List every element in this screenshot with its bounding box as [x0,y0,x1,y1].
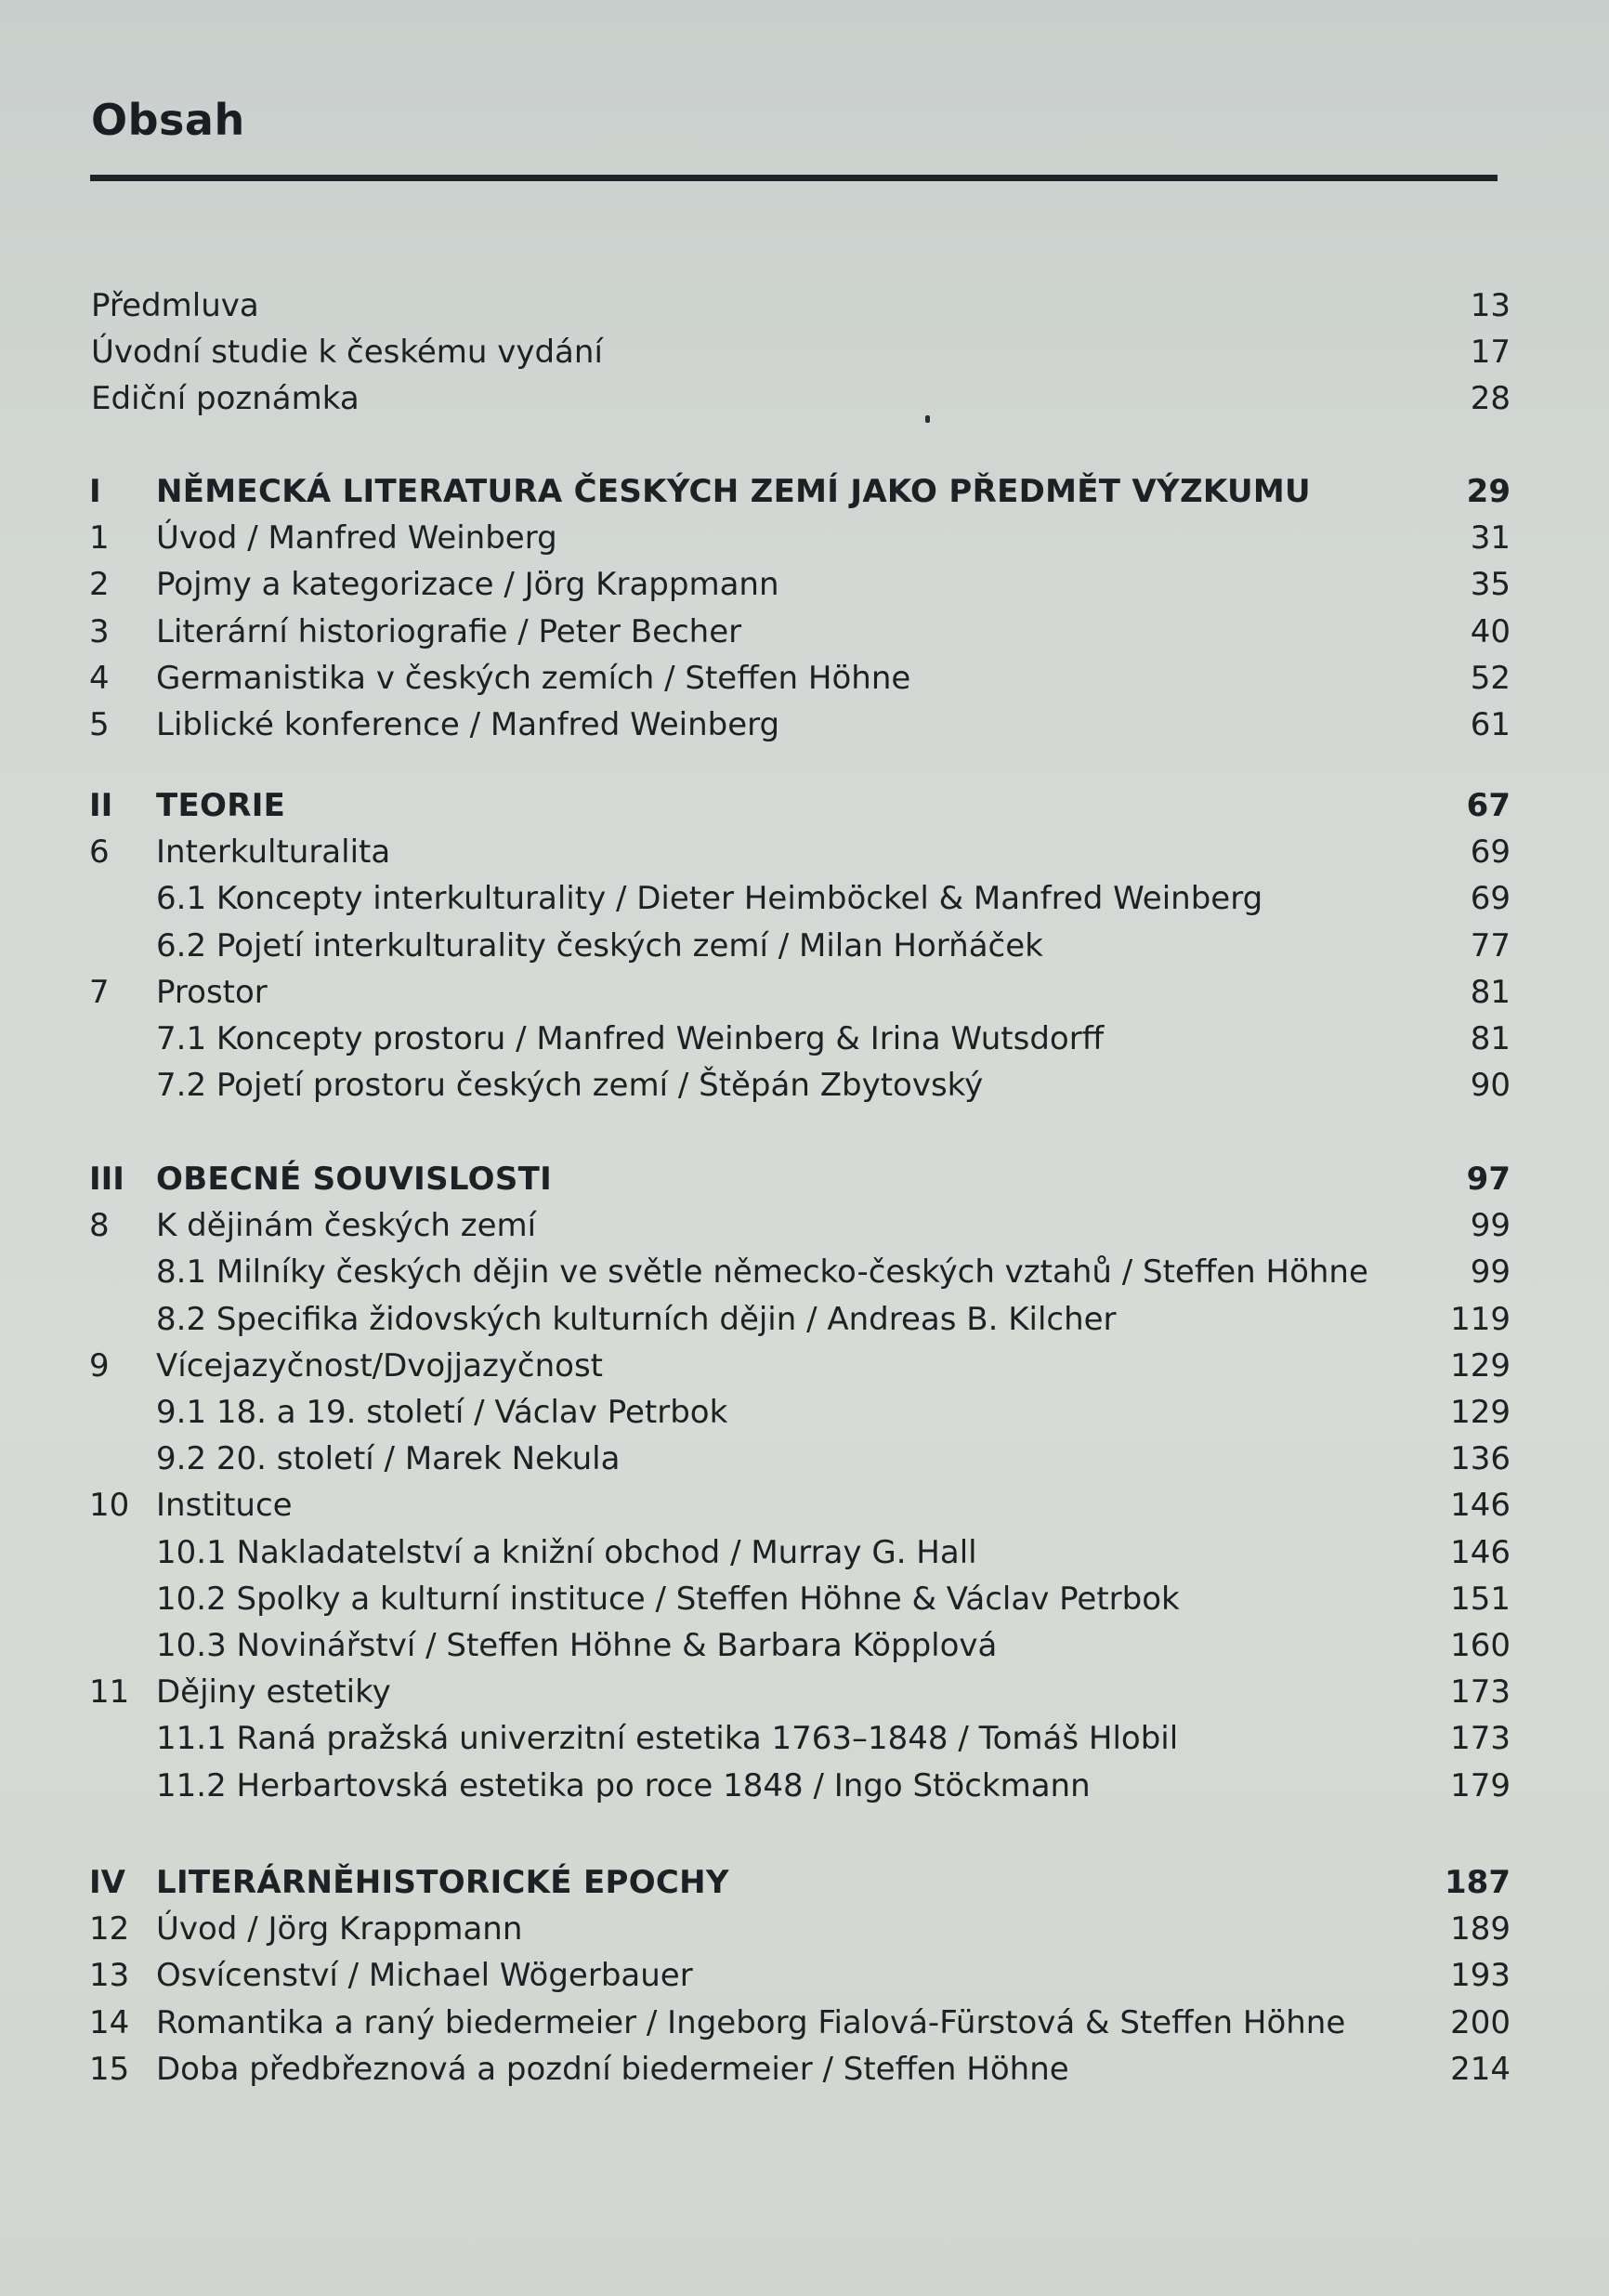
toc-chapter-entry[interactable] [0,2047,1609,2092]
toc-section-entry[interactable] [0,1063,1609,1108]
entry-title: 6.1 Koncepty interkulturality / Dieter Heimböckel & Manfred Weinberg [156,880,1263,918]
page-number: 129 [1450,1394,1511,1431]
part-title: LITERÁRNĚHISTORICKÉ EPOCHY [156,1864,729,1901]
page-number: 160 [1450,1627,1511,1664]
chapter-number: 2 [89,566,110,604]
entry-title: Liblické konference / Manfred Weinberg [156,706,780,743]
toc-chapter-entry[interactable] [0,970,1609,1015]
toc-section-entry[interactable] [0,876,1609,921]
entry-title: 11.2 Herbartovská estetika po roce 1848 / Ingo Stöckmann [156,1766,1091,1804]
part-title: TEORIE [156,787,286,824]
chapter-number: 4 [89,659,110,697]
entry-title: Pojmy a kategorizace / Jörg Krappmann [156,566,779,604]
entry-title: Interkulturalita [156,833,391,872]
toc-part-heading[interactable] [0,1860,1609,1905]
page-number: 99 [1470,1253,1511,1292]
part-title: OBECNÉ SOUVISLOSTI [156,1161,553,1198]
entry-title: 9.1 18. a 19. století / Václav Petrbok [156,1394,728,1431]
toc-section-entry[interactable] [0,1250,1609,1294]
page-number: 69 [1470,880,1511,918]
page-number: 28 [1470,380,1511,418]
page-number: 214 [1450,2050,1511,2088]
toc-front-entry[interactable] [0,283,1609,328]
chapter-number: 12 [89,1910,130,1948]
entry-title: 8.2 Specifika židovských kulturních dějin / Andreas B. Kilcher [156,1300,1117,1338]
entry-title: 10.2 Spolky a kulturní instituce / Steffen Höhne & Václav Petrbok [156,1580,1180,1618]
page-number: 17 [1470,334,1511,372]
entry-title: 8.1 Milníky českých dějin ve světle německo-českých vztahů / Steffen Höhne [156,1253,1368,1292]
page-number: 13 [1470,287,1511,324]
page-number: 146 [1450,1487,1511,1525]
chapter-number: 11 [89,1673,130,1712]
entry-title: Úvodní studie k českému vydání [91,334,603,372]
entry-title: 11.1 Raná pražská univerzitní estetika 1763–1848 / Tomáš Hlobil [156,1720,1179,1758]
chapter-number: 7 [89,973,110,1011]
entry-title: 9.2 20. století / Marek Nekula [156,1440,621,1478]
page-number: 69 [1470,833,1511,872]
entry-title: Osvícenství / Michael Wögerbauer [156,1957,693,1995]
toc-chapter-entry[interactable] [0,1203,1609,1248]
toc-section-entry[interactable] [0,1297,1609,1342]
page-number: 67 [1466,787,1511,824]
toc-chapter-entry[interactable] [0,656,1609,701]
entry-title: 7.2 Pojetí prostoru českých zemí / Štěpán Zbytovský [156,1067,984,1105]
entry-title: Předmluva [91,287,259,324]
page-number: 77 [1470,926,1511,964]
page-number: 52 [1470,659,1511,697]
page-number: 200 [1450,2003,1511,2041]
entry-title: Úvod / Manfred Weinberg [156,519,557,558]
page-number: 173 [1450,1720,1511,1758]
page-number: 97 [1466,1161,1511,1198]
chapter-number: 3 [89,612,110,650]
toc-section-entry[interactable] [0,1623,1609,1668]
page-number: 146 [1450,1533,1511,1571]
entry-title: Instituce [156,1487,293,1525]
chapter-number: 1 [89,519,110,558]
toc-section-entry[interactable] [0,1390,1609,1435]
page-number: 61 [1470,706,1511,743]
part-title: NĚMECKÁ LITERATURA ČESKÝCH ZEMÍ JAKO PŘEDMĚT VÝZKUMU [156,473,1311,510]
entry-title: Dějiny estetiky [156,1673,391,1712]
chapter-number: 6 [89,833,110,872]
entry-title: 10.3 Novinářství / Steffen Höhne & Barbara Köpplová [156,1627,998,1664]
chapter-number: 10 [89,1487,130,1525]
page-number: 129 [1450,1346,1511,1384]
part-number: II [89,787,113,824]
part-number: III [89,1161,124,1198]
toc-part-heading[interactable] [0,469,1609,514]
toc-part-heading[interactable] [0,1157,1609,1201]
page-title: Obsah [91,95,245,145]
toc-chapter-entry[interactable] [0,1483,1609,1528]
page-number: 136 [1450,1440,1511,1478]
page-number: 119 [1450,1300,1511,1338]
toc-chapter-entry[interactable] [0,610,1609,654]
entry-title: Úvod / Jörg Krappmann [156,1910,523,1948]
entry-title: Germanistika v českých zemích / Steffen Höhne [156,659,911,697]
toc-part-heading[interactable] [0,783,1609,828]
page-number: 31 [1470,519,1511,558]
page-number: 40 [1470,612,1511,650]
page-number: 81 [1470,973,1511,1011]
page-number: 29 [1466,473,1511,510]
toc-section-entry[interactable] [0,1577,1609,1621]
page-number: 81 [1470,1020,1511,1057]
entry-title: K dějinám českých zemí [156,1207,537,1245]
toc-chapter-entry[interactable] [0,1953,1609,1998]
entry-title: Doba předbřeznová a pozdní biedermeier / Steffen Höhne [156,2050,1069,2088]
page-number: 187 [1445,1864,1511,1901]
entry-title: Prostor [156,973,268,1011]
part-number: IV [89,1864,125,1901]
chapter-number: 5 [89,706,110,743]
entry-title: 7.1 Koncepty prostoru / Manfred Weinberg & Irina Wutsdorff [156,1020,1105,1057]
toc-chapter-entry[interactable] [0,2001,1609,2045]
chapter-number: 9 [89,1346,110,1384]
toc-chapter-entry[interactable] [0,516,1609,560]
toc-front-entry[interactable] [0,330,1609,374]
chapter-number: 8 [89,1207,110,1245]
toc-chapter-entry[interactable] [0,562,1609,607]
toc-section-entry[interactable] [0,924,1609,968]
toc-section-entry[interactable] [0,1530,1609,1575]
toc-chapter-entry[interactable] [0,1670,1609,1714]
toc-section-entry[interactable] [0,1716,1609,1761]
page-number: 151 [1450,1580,1511,1618]
entry-title: Vícejazyčnost/Dvojjazyčnost [156,1346,603,1384]
page-number: 179 [1450,1766,1511,1804]
part-number: I [89,473,101,510]
page-number: 193 [1450,1957,1511,1995]
page-number: 173 [1450,1673,1511,1712]
toc-section-entry[interactable] [0,1437,1609,1481]
toc-section-entry[interactable] [0,1764,1609,1808]
page-number: 90 [1470,1067,1511,1105]
entry-title: Romantika a raný biedermeier / Ingeborg Fialová-Fürstová & Steffen Höhne [156,2003,1346,2041]
toc-chapter-entry[interactable] [0,1344,1609,1388]
chapter-number: 15 [89,2050,130,2088]
page-number: 99 [1470,1207,1511,1245]
entry-title: 10.1 Nakladatelství a knižní obchod / Murray G. Hall [156,1533,977,1571]
chapter-number: 13 [89,1957,130,1995]
toc-chapter-entry[interactable] [0,830,1609,874]
page-number: 35 [1470,566,1511,604]
toc-front-entry[interactable] [0,376,1609,421]
chapter-number: 14 [89,2003,130,2041]
entry-title: Ediční poznámka [91,380,360,418]
entry-title: 6.2 Pojetí interkulturality českých zemí / Milan Horňáček [156,926,1043,964]
toc-chapter-entry[interactable] [0,1907,1609,1951]
toc-section-entry[interactable] [0,1017,1609,1061]
toc-chapter-entry[interactable] [0,702,1609,747]
entry-title: Literární historiografie / Peter Becher [156,612,742,650]
page-number: 189 [1450,1910,1511,1948]
